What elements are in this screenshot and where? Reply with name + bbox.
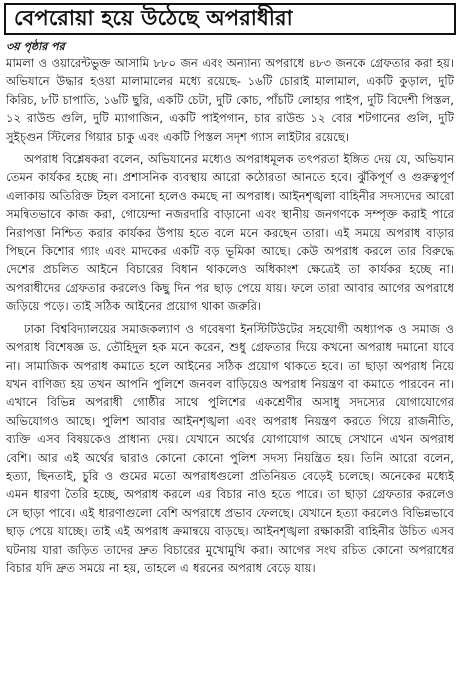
paragraph-1: মামলা ও ওয়ারেন্টভুক্ত আসামি ৮৮০ জন এবং অন্যান্য অপরাধে ৪৮৩ জনকে গ্রেফতার করা হয়। অভিযানে উদ্ধার হওয়া মালামালের মধ্যে রয়েছে- ১৬টি চোরাই মালামাল, একটি কুড়াল, দুটি কিরিচ, ৮টি চাপাতি, ১৬টি ছুরি, একটি চেটা, দুটি কোচ, পাঁচটি লোহার পাইপ, দুটি বিদেশী পিস্তল, ১২ রাউন্ড গুলি, দুটি ম্যাগাজিন, একটি পাইপগান, চার রাউন্ড ১২ বোর শটগানের গুলি, দুটি সুইচ্‌গুন স্টিলের গিয়ার চাকু এবং একটি পিস্তল সদৃশ গ্যাস লাইটার রয়েছে।	[6, 56, 454, 144]
headline-box	[4, 3, 456, 35]
paragraph-2: অপরাধ বিশ্লেষকরা বলেন, অভিযানের মধ্যেও অপরাধমূলক তৎপরতা ইঙ্গিত দেয় যে, অভিযান তেমন কার্যকর হচ্ছে না। প্রশাসনিক ব্যবস্থায় আরো কঠোরতা আনতে হবে। ঝুঁকিপূর্ণ ও গুরুত্বপূর্ণ এলাকায় অতিরিক্ত টহল বসানো হলেও কমছে না অপরাধ। আইনশৃঙ্খলা বাহিনীর সদস্যদের আরো সমন্বিতভাবে কাজ করা, গোয়েন্দা নজরদারি বাড়ানো এবং স্থানীয় জনগণকে সম্পৃক্ত করাই পারে নিরাপত্তা নিশ্চিত করার কার্যকর উপায় হতে বলে মনে করছেন তারা। এই সময়ে অপরাধ বাড়ার পিছনে কিশোর গ্যাং এবং মাদকের একটি বড় ভূমিকা আছে। কেউ অপরাধ করলে তার বিরুদ্ধে দেশের প্রচলিত আইনে বিচারের বিধান থাকলেও অধিকাংশ ক্ষেত্রেই তা কার্যকর হচ্ছে না। অপরাধীদের গ্রেফতার করলেও কিছু দিন পর ছাড় পেয়ে যায়। ফলে তারা আবার আগের অপরাধে জড়িয়ে পড়ে। তাই সঠিক আইনের প্রয়োগ থাকা জরুরি।	[6, 152, 454, 314]
paragraph-3: ঢাকা বিশ্ববিদ্যালয়ের সমাজকল্যাণ ও গবেষণা ইনস্টিটিউটের সহযোগী অধ্যাপক ও সমাজ ও অপরাধ বিশেষজ্ঞ ড. তৌহিদুল হক মনে করেন, শুধু গ্রেফতার দিয়ে কখনো অপরাধ দমানো যাবে না। সামাজিক অপরাধ কমাতে হলে আইনের সঠিক প্রয়োগ থাকতে হবে। তা ছাড়া অপরাধ নিয়ে যখন বাণিজ্য হয় তখন আপনি পুলিশে জনবল বাড়িয়েও অপরাধ নিয়ন্ত্রণ বা কমাতে পারবেন না। এখানে বিভিন্ন অপরাধী গোষ্ঠীর সাথে পুলিশের একশ্রেণীর অসাধু সদস্যের যোগাযোগের অভিযোগও আছে। পুলিশ আবার আইনশৃঙ্খলা এবং অপরাধ নিয়ন্ত্রণ করতে গিয়ে রাজনীতি, ব্যক্তি এসব বিষয়কেও প্রাধান্য দেয়। যেখানে অর্থের যোগাযোগ আছে সেখানে এখন অপরাধ বেশি। আর এই অর্থের দ্বারাও কোনো কোনো পুলিশ সদস্য নিয়ন্ত্রিত হয়। তিনি আরো বলেন, হত্যা, ছিনতাই, চুরি ও গুমের মতো অপরাধগুলো প্রতিনিয়ত বেড়েই চলেছে। অনেকের মধ্যেই এমন ধারণা তৈরি হচ্ছে, অপরাধ করলে এর বিচার নাও হতে পারে। তা ছাড়া গ্রেফতার করলেও সে ছাড়া পাবে। এই ধারণাগুলো বেশি অপরাধে প্রভাব ফেলছে। যেখানে হত্যা করলেও বিভিন্নভাবে ছাড় পেয়ে যাচ্ছে। তাই এই অপরাধ ক্রমান্বয়ে বাড়ছে। আইনশৃঙ্খলা রক্ষাকারী বাহিনীর উচিত এসব ঘটনায় যারা জড়িত তাদের দ্রুত বিচারের মুখোমুখি করা। আগের সংঘ রচিত কোনো অপরাধের বিচার যদি দ্রুত সময়ে না হয়, তাহলে এ ধরনের অপরাধ বেড়ে যায়।	[6, 321, 454, 575]
continued-from-label: ৩য় পৃষ্ঠার পর	[6, 40, 65, 53]
article-body	[6, 54, 454, 674]
article-headline: বেপরোয়া হয়ে উঠেছে অপরাধীরা	[14, 5, 293, 30]
